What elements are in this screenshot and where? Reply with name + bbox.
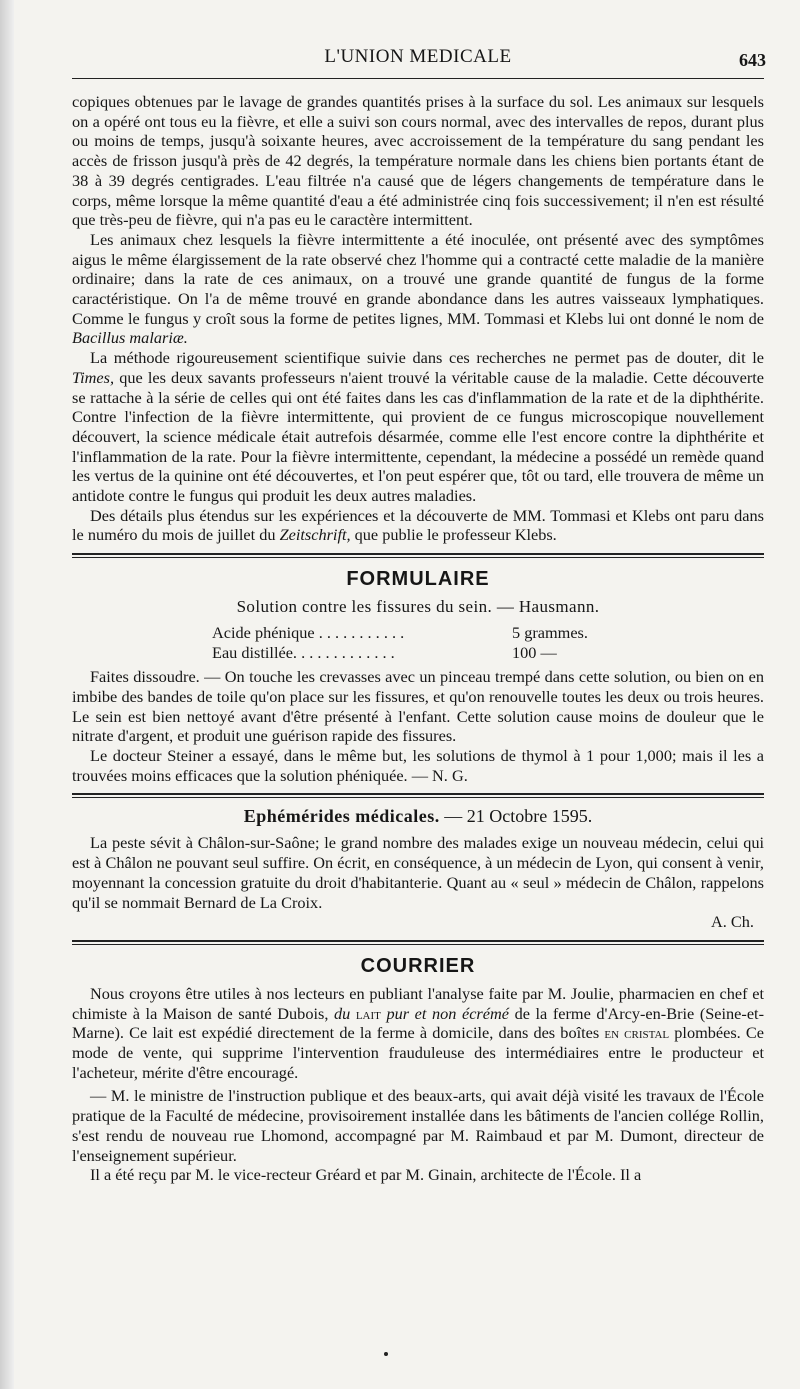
header-rule — [72, 78, 764, 79]
zeitschrift-citation: Zeitschrift, — [279, 525, 351, 545]
journal-title: L'UNION MEDICALE — [324, 46, 512, 67]
running-head — [72, 0, 764, 80]
courrier-p1-middle: de la ferme d'Arcy-en-Brie (Seine-et-Marne). Ce lait est expédié directement de la ferme à domicile, dans des boîtes — [72, 1003, 765, 1043]
courrier-title: COURRIER — [360, 954, 476, 977]
section-divider-formulaire — [72, 553, 764, 558]
courrier-p1-end: plombées. Ce mode de vente, qui supprime l'intervention frauduleuse des intermédiaires entre le producteur et l'acheteur, mérite d'être encouragé. — [72, 1023, 764, 1082]
formulaire-title: FORMULAIRE — [346, 568, 490, 591]
ephemerides-paragraph: La peste sévit à Châlon-sur-Saône; le grand nombre des malades exige un nouveau médecin, celui qui est à Châlon ne pouvant seul suffire. On écrit, en conséquence, à un médecin de Lyon, qui consent à venir, moyennant la concession gratuite du droit d'habitanterie. Quant au « seul » médecin de Châlon, rappelons qu'il se nommait Bernard de La Croix. — [72, 833, 764, 912]
courrier-paragraph-2: — M. le ministre de l'instruction publique et des beaux-arts, qui avait déjà visité les travaux de l'École pratique de la Faculté de médecine, provisoirement installée dans les bâtiments de l'ancien collége Rollin, s'est rendu de nouveau rue Lhomond, accompagné par M. Raimbaud et par M. Dumont, directeur de l'enseignement supérieur. — [72, 1086, 764, 1165]
page-content — [72, 0, 764, 1185]
courrier-p1-cristal: en cristal — [604, 1023, 670, 1043]
recipe-row — [212, 643, 682, 663]
formulaire-paragraph-2: Le docteur Steiner a essayé, dans le même but, les solutions de thymol à 1 pour 1,000; mais il les a trouvées moins efficaces que la solution phéniquée. — N. G. — [72, 745, 764, 785]
recipe-list — [212, 623, 764, 663]
bacillus-name: Bacillus malariæ. — [72, 328, 188, 348]
ingredient-name: Eau distillée. . . . . . . . . . . . . — [212, 643, 395, 663]
footer-dot — [384, 1352, 388, 1356]
section-divider-ephemerides — [72, 793, 764, 798]
intro-paragraph-4-end: que publie le professeur Klebs. — [350, 525, 557, 545]
courrier-paragraph-3: Il a été reçu par M. le vice-recteur Gréard et par M. Ginain, architecte de l'École. Il a — [90, 1165, 642, 1185]
ingredient-quantity: 5 grammes. — [512, 623, 588, 643]
formulaire-paragraph-1: Faites dissoudre. — On touche les crevasses avec un pinceau trempé dans cette solution, ou bien on en imbibe des bandes de toile qu'on place sur les fissures, et qu'on renouvelle toutes les deux ou trois heures. Le sein est bien nettoyé avant d'être présenté à l'enfant. Cette solution cause moins de douleur que le nitrate d'argent, et produit une guérison rapide des fissures. — [72, 667, 764, 746]
times-citation: Times, — [72, 367, 115, 387]
ephemerides-heading: Ephémérides médicales. — [243, 806, 440, 827]
section-divider-courrier — [72, 940, 764, 945]
courrier-p1-italic-du: du — [333, 1003, 351, 1023]
ephemerides-section — [72, 806, 764, 932]
courrier-p1-lait: lait — [350, 1003, 387, 1023]
ephemerides-title — [72, 806, 764, 827]
intro-article — [72, 92, 764, 545]
intro-paragraph-3-end: que les deux savants professeurs n'aient trouvé la véritable cause de la maladie. Cette découverte se rattache à la série de celles qui ont été faites dans les cas d'inflammation de la rate et de la diphthérite. Contre l'infection de la fièvre intermittente, qui provient de ce fungus microscopique nouvellement découvert, la science médicale était autrefois désarmée, comme elle l'est encore contre la diphthérite et l'inflammation de la rate. Pour la fièvre intermittente, cependant, la médecine a possédé un remède quand les vertus de la quinine ont été découvertes, et l'on peut espérer que, tôt ou tard, elle trouvera de même un antidote contre le fungus qui produit les deux autres maladies. — [72, 367, 764, 506]
recipe-row — [212, 623, 682, 643]
ingredient-quantity: 100 — — [512, 643, 557, 663]
intro-paragraph-1: copiques obtenues par le lavage de grandes quantités prises à la surface du sol. Les animaux sur lesquels on a opéré ont tous eu la fièvre, et elle a suivi son cours normal, avec des intervalles de repos, durant plus ou moins de temps, jusqu'à soixante heures, avec accroissement de la température du sang pendant les accès de frisson jusqu'à près de 42 degrés, la température normale dans les chiens bien portants étant de 38 à 39 degrés centigrades. L'eau filtrée n'a causé que de légers changements de température dans le corps, même lorsque la même quantité d'eau a été administrée cinq fois successivement; il n'en est résulté que très-peu de fièvre, qui n'a pas eu le caractère intermittent. — [72, 92, 764, 230]
ingredient-name: Acide phénique . . . . . . . . . . . — [212, 623, 405, 643]
formulaire-section — [72, 568, 764, 785]
intro-paragraph-2 — [72, 230, 764, 348]
intro-paragraph-2-text: Les animaux chez lesquels la fièvre intermittente a été inoculée, ont présenté avec des symptômes aigus le même élargissement de la rate observé chez l'homme qui a contracté cette maladie de la manière ordinaire; dans la rate de ces animaux, on a trouvé une grande quantité de fungus de la forme caractéristique. On l'a de même trouvé en grande abondance dans les autres vaisseaux lymphatiques. Comme le fungus y croît sous la forme de petites lignes, MM. Tommasi et Klebs lui ont donné le nom de — [72, 229, 764, 328]
courrier-paragraph-1 — [72, 984, 764, 1083]
formulaire-subtitle: Solution contre les fissures du sein. — Hausmann. — [236, 597, 600, 617]
ephemerides-date: — 21 Octobre 1595. — [439, 806, 593, 827]
intro-paragraph-4 — [72, 506, 764, 545]
intro-paragraph-3 — [72, 348, 764, 506]
courrier-p1-start: Nous croyons être utiles à nos lecteurs en publiant l'analyse faite par M. Joulie, pharmacien en chef et chimiste à la Maison de santé Dubois, — [72, 983, 764, 1023]
page-spine-shadow — [0, 0, 14, 1389]
page-number: 643 — [739, 50, 766, 70]
ephemerides-signature: A. Ch. — [711, 912, 754, 932]
courrier-p1-italic-pur: pur et non écrémé — [386, 1003, 509, 1023]
intro-paragraph-4-start: Des détails plus étendus sur les expériences et la découverte de MM. Tommasi et Klebs ont paru dans le numéro du mois de juillet du — [72, 505, 764, 545]
courrier-section — [72, 955, 764, 1185]
intro-paragraph-3-start: La méthode rigoureusement scientifique suivie dans ces recherches ne permet pas de douter, dit le — [90, 348, 764, 368]
